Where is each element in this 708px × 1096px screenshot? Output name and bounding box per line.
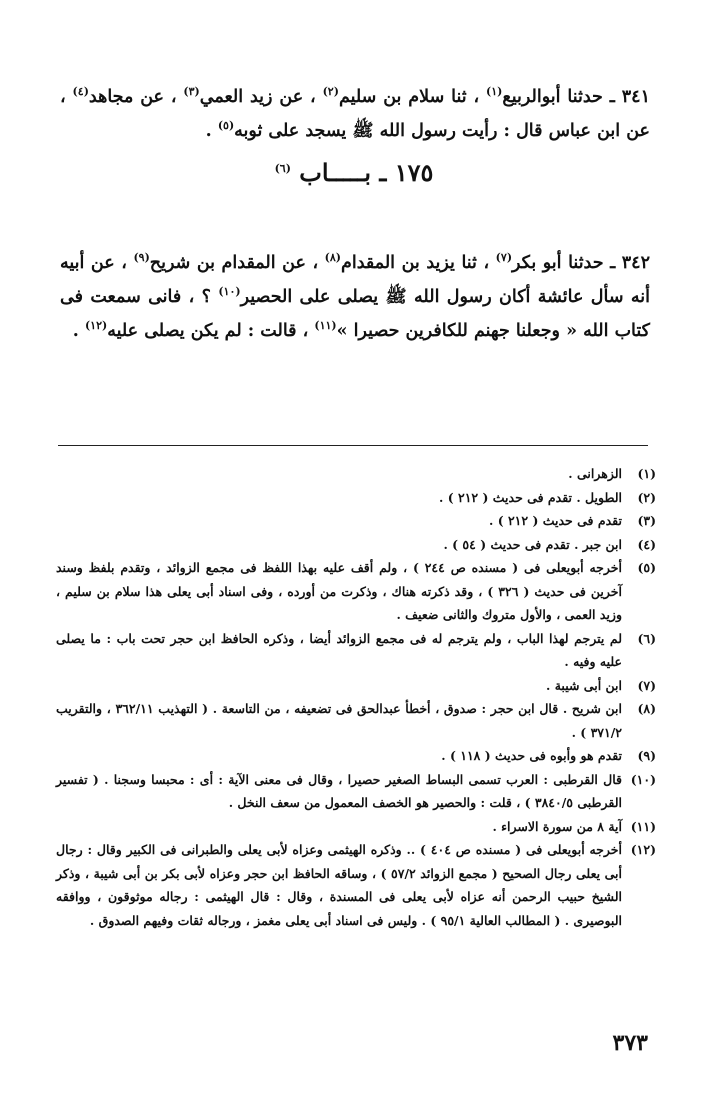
footnote-number: (٣) — [637, 513, 656, 528]
footnote-item — [56, 697, 656, 744]
hadith-text: . — [72, 320, 85, 341]
hadith-text: ، عن مجاهد — [88, 86, 184, 107]
footnote-text: ابن أبى شيبة . — [546, 677, 622, 693]
footnote-number: (٥) — [637, 560, 656, 575]
hadith-text: ، قالت : لم يكن يصلى عليه — [107, 320, 315, 341]
footnote-number: (٢) — [637, 489, 656, 505]
footnote-text: أخرجه أبويعلى فى ( مسنده ص ٢٤٤ ) ، ولم أقف عليه بهذا اللفظ فى مجمع الزوائد ، وتقدم بلفظ وسند آخرين فى حديث ( ٣٢٦ ) ، وقد ذكرته هناك ، وذكرت من أورده ، وفى اسناد أبى يعلى هذا سلام بن سليم ، وزيد العمى ، والأول متروك والثانى ضعيف . — [56, 560, 623, 622]
footnote-ref: (١٠) — [218, 284, 241, 298]
footnote-item — [56, 462, 656, 486]
footnote-ref: (١١) — [314, 318, 337, 332]
footnote-text: قال القرطبى : العرب تسمى البساط الصغير حصيرا ، وقال فى معنى الآية : أى : محبسا وسجنا . ( تفسير القرطبى ٣٨٤٠/٥ ) ، قلت : والحصير هو الخصف المعمول من سعف النخل . — [56, 771, 622, 810]
hadith-text: ، عن أبيه أنه سأل عائشة أكان رسول الله ﷺ يصلى على الحصير — [60, 252, 650, 307]
footnote-text: آية ٨ من سورة الاسراء . — [492, 818, 622, 834]
footnote-ref: (٣) — [183, 84, 200, 98]
hadith-number: ٣٤٢ ـ — [610, 252, 650, 273]
hadith-text: حدثنا أبوالربيع — [502, 86, 610, 107]
footnote-item — [56, 509, 656, 533]
hadith-text: . — [205, 120, 218, 141]
chapter-heading — [0, 158, 708, 187]
footnote-text: ابن شريح . قال ابن حجر : صدوق ، أخطأ عبدالحق فى تضعيفه ، من التاسعة . ( التهذيب ٣٦٢/١١ ، والتقريب ٣٧١/٢ ) . — [56, 701, 622, 740]
footnote-number: (٧) — [637, 677, 656, 693]
footnote-item — [56, 838, 656, 932]
footnote-text: تقدم فى حديث ( ٢١٢ ) . — [488, 513, 622, 528]
footnote-ref: (١) — [486, 84, 503, 98]
footnote-text: تقدم هو وأبوه فى حديث ( ١١٨ ) . — [441, 748, 622, 763]
footnote-number: (١٢) — [630, 842, 656, 857]
footnote-ref: (٥) — [217, 118, 235, 132]
hadith-text: ، عن ابن عباس قال : رأيت رسول الله ﷺ يسجد على ثوبه — [60, 86, 650, 141]
footnote-ref: (٨) — [324, 250, 341, 264]
footnote-number: (١) — [637, 466, 656, 481]
footnote-number: (١٠) — [630, 771, 656, 787]
footnote-number: (٦) — [637, 630, 656, 646]
footnote-number: (٨) — [637, 701, 656, 716]
footnote-text: ابن جبر . تقدم فى حديث ( ٥٤ ) . — [443, 536, 622, 552]
hadith-text: ، عن زيد العمي — [199, 86, 323, 107]
hadith-341-paragraph — [60, 80, 650, 148]
footnote-number: (٤) — [637, 536, 656, 552]
hadith-text: ، عن المقدام بن شريح — [149, 252, 325, 273]
footnote-text: الزهرانى . — [568, 466, 622, 481]
footnote-item — [56, 627, 656, 674]
footnote-number: (١١) — [630, 818, 656, 834]
footnote-ref: (٦) — [274, 162, 291, 175]
footnote-ref: (٧) — [495, 250, 513, 264]
footnote-text: الطويل . تقدم فى حديث ( ٢١٢ ) . — [439, 489, 622, 505]
footnote-number: (٩) — [637, 748, 656, 763]
chapter-title: ١٧٥ ـ بـــــاب — [299, 158, 434, 187]
footnote-text: أخرجه أبويعلى فى ( مسنده ص ٤٠٤ ) .. وذكره الهيثمى وعزاه لأبى يعلى والطبرانى فى الكبير وقال : رجال أبى يعلى رجال الصحيح ( مجمع الزوائد ٥٧/٢ ) ، وساقه الحافظ ابن حجر وعزاه لأبى بكر بن أبى شيبة ، وذكر الشيخ حبيب الرحمن أنه عزاه لأبى يعلى فى المسندة ، وقال : قال الهيثمى : رجاله موثوقون ، ووافقه البوصيرى . ( المطالب العالية ٩٥/١ ) . وليس فى اسناد أبى يعلى مغمز ، ورجاله ثقات وفيهم الصدوق . — [56, 842, 623, 928]
footnote-item — [56, 815, 656, 839]
footnote-ref: (٤) — [72, 84, 89, 98]
hadith-text: ؟ ، فانى سمعت فى كتاب الله « وجعلنا جهنم للكافرين حصيرا » — [60, 286, 650, 341]
hadith-text: ، ثنا سلام بن سليم — [338, 86, 487, 107]
footnote-item — [56, 486, 656, 510]
footnote-item — [56, 533, 656, 557]
hadith-text: ، ثنا يزيد بن المقدام — [341, 252, 496, 273]
footnote-ref: (٩) — [133, 250, 150, 264]
footnote-separator — [58, 445, 648, 446]
footnote-item — [56, 674, 656, 698]
hadith-number: ٣٤١ ـ — [609, 86, 650, 107]
footnote-item — [56, 556, 656, 627]
footnote-ref: (٢) — [322, 84, 339, 98]
hadith-text: حدثنا أبو بكر — [512, 252, 611, 273]
footnote-item — [56, 744, 656, 768]
footnote-ref: (١٢) — [84, 318, 108, 332]
hadith-342-paragraph — [60, 246, 650, 348]
page-number: ٣٧٣ — [612, 1030, 648, 1056]
footnote-text: لم يترجم لهذا الباب ، ولم يترجم له فى مجمع الزوائد أيضا ، وذكره الحافظ ابن حجر تحت باب : ما يصلى عليه وفيه . — [56, 630, 622, 669]
footnote-item — [56, 768, 656, 815]
footnotes-list — [56, 462, 656, 932]
